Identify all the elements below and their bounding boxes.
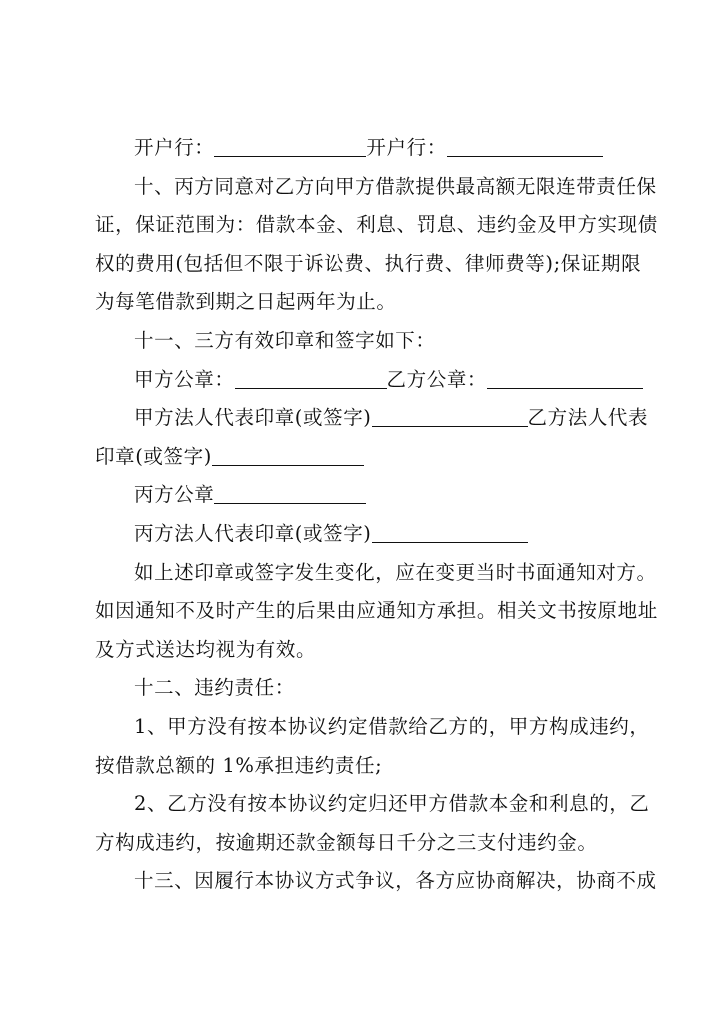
- party-a-seal-blank: [235, 368, 387, 389]
- party-a-seal-label: 甲方公章：: [134, 367, 235, 391]
- bank-label-2: 开户行：: [366, 136, 447, 159]
- seal-line-c: [95, 476, 645, 515]
- party-b-rep-label-cont: 印章(或签字): [95, 444, 212, 468]
- party-a-rep-blank: [372, 406, 528, 427]
- bank-blank-1: [214, 136, 366, 157]
- party-c-rep-blank: [372, 522, 528, 543]
- clause-10-line-1: 十、丙方同意对乙方向甲方借款提供最高额无限连带责任保: [134, 174, 657, 198]
- clause-10-line-4: 为每笔借款到期之日起两年为止。: [95, 290, 397, 314]
- clause-12-item-2-line-1: 2、乙方没有按本协议约定归还甲方借款本金和利息的，乙: [134, 792, 650, 816]
- change-notice-line-1: 如上述印章或签字发生变化，应在变更当时书面通知对方。: [134, 560, 657, 584]
- legal-rep-line-b-cont: [95, 438, 645, 477]
- party-b-rep-label: 乙方法人代表: [527, 406, 649, 430]
- clause-10-line-2: 证，保证范围为：借款本金、利息、罚息、违约金及甲方实现债: [95, 213, 658, 237]
- party-b-seal-label: 乙方公章：: [386, 367, 488, 391]
- clause-12-item-1-line-1: 1、甲方没有按本协议约定借款给乙方的，甲方构成违约，: [134, 714, 650, 738]
- contract-text: [95, 129, 658, 901]
- seal-line-a-b: [95, 361, 645, 400]
- bank-label-1: 开户行：: [134, 136, 215, 159]
- bank-blank-2: [447, 136, 603, 157]
- clause-12-item-2-line-2: 方构成违约，按逾期还款金额每日千分之三支付违约金。: [95, 830, 598, 854]
- legal-rep-line-c: [95, 515, 645, 554]
- legal-rep-line-a-b: [95, 399, 649, 438]
- clause-11-heading: 十一、三方有效印章和签字如下：: [134, 328, 436, 352]
- clause-12-item-1-line-2: 按借款总额的 1%承担违约责任;: [95, 753, 383, 777]
- party-c-seal-blank: [214, 483, 366, 504]
- party-c-rep-label: 丙方法人代表印章(或签字): [134, 521, 372, 545]
- party-a-rep-label: 甲方法人代表印章(或签字): [134, 406, 372, 430]
- clause-12-heading: 十二、违约责任：: [134, 676, 295, 700]
- clause-13-line-1: 十三、因履行本协议方式争议，各方应协商解决，协商不成: [134, 869, 657, 893]
- change-notice-line-2: 如因通知不及时产生的后果由应通知方承担。相关文书按原地址: [95, 599, 658, 623]
- party-b-rep-blank: [212, 445, 364, 466]
- party-c-seal-label: 丙方公章: [134, 483, 215, 507]
- party-b-seal-blank: [487, 368, 643, 389]
- bank-account-line: [95, 129, 645, 168]
- change-notice-line-3: 及方式送达均视为有效。: [95, 637, 317, 661]
- clause-10-line-3: 权的费用(包括但不限于诉讼费、执行费、律师费等);保证期限: [95, 251, 642, 275]
